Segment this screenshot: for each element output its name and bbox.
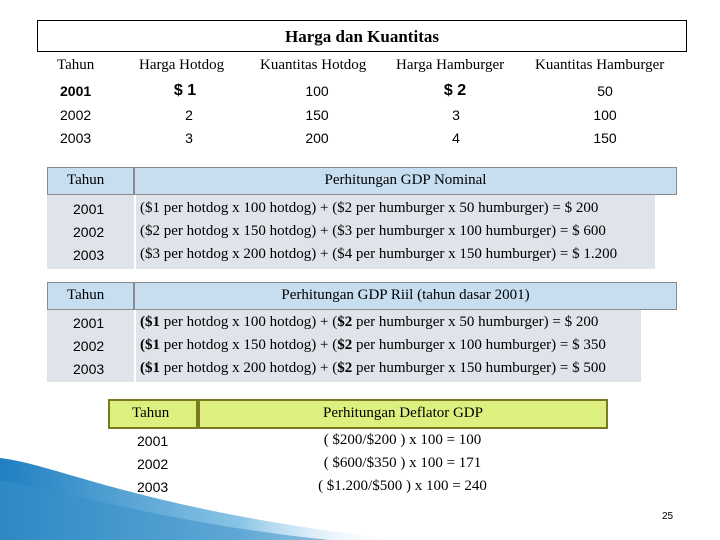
real-year-2002: 2002 bbox=[73, 338, 105, 354]
page-number: 25 bbox=[662, 511, 674, 522]
real-year-header: Tahun bbox=[67, 287, 105, 303]
header-harga-hamburger: Harga Hamburger bbox=[396, 57, 505, 73]
deflator-calc-header: Perhitungan Deflator GDP bbox=[323, 405, 483, 421]
table-cell: 4 bbox=[452, 130, 460, 146]
nominal-calc-header: Perhitungan GDP Nominal bbox=[324, 172, 487, 188]
table-cell: 200 bbox=[305, 130, 329, 146]
deflator-year-header: Tahun bbox=[132, 405, 170, 421]
table-cell: 3 bbox=[185, 130, 193, 146]
deflator-year-2001: 2001 bbox=[137, 433, 169, 449]
table-cell: 150 bbox=[305, 107, 329, 123]
nominal-line-2003: ($3 per hotdog x 200 hotdog) + ($4 per humburger x 150 humburger) = $ 1.200 bbox=[140, 246, 618, 262]
deflator-year-2002: 2002 bbox=[137, 456, 169, 472]
table-cell: 2001 bbox=[60, 83, 92, 99]
deflator-line-2002: ( $600/$350 ) x 100 = 171 bbox=[323, 455, 482, 471]
table-cell: $ 2 bbox=[443, 82, 467, 99]
table-cell: 50 bbox=[597, 83, 613, 99]
real-line-2001: ($1 per hotdog x 100 hotdog) + ($2 per humburger x 50 humburger) = $ 200 bbox=[140, 314, 599, 330]
price-quantity-table-title: Harga dan Kuantitas bbox=[285, 27, 439, 46]
table-cell: 150 bbox=[593, 130, 617, 146]
nominal-year-2002: 2002 bbox=[73, 224, 105, 240]
real-line-2003: ($1 per hotdog x 200 hotdog) + ($2 per humburger x 150 humburger) = $ 500 bbox=[140, 360, 606, 376]
nominal-year-2001: 2001 bbox=[73, 201, 105, 217]
header-kuantitas-hotdog: Kuantitas Hotdog bbox=[260, 57, 367, 73]
real-year-2003: 2003 bbox=[73, 361, 105, 377]
header-tahun: Tahun bbox=[57, 57, 95, 73]
real-calc-header: Perhitungan GDP Riil (tahun dasar 2001) bbox=[281, 287, 530, 303]
deflator-year-2003: 2003 bbox=[137, 479, 169, 495]
nominal-year-header: Tahun bbox=[67, 172, 105, 188]
title-divider bbox=[37, 51, 685, 52]
price-quantity-table-title-bar bbox=[37, 20, 687, 52]
table-cell: $ 1 bbox=[173, 82, 197, 99]
nominal-line-2002: ($2 per hotdog x 150 hotdog) + ($3 per humburger x 100 humburger) = $ 600 bbox=[140, 223, 606, 239]
deflator-line-2001: ( $200/$200 ) x 100 = 100 bbox=[323, 432, 482, 448]
table-cell: 2002 bbox=[60, 107, 92, 123]
table-cell: 2 bbox=[185, 107, 193, 123]
header-kuantitas-hamburger: Kuantitas Hamburger bbox=[535, 57, 665, 73]
deflator-line-2003: ( $1.200/$500 ) x 100 = 240 bbox=[318, 478, 487, 494]
real-line-2002: ($1 per hotdog x 150 hotdog) + ($2 per humburger x 100 humburger) = $ 350 bbox=[140, 337, 606, 353]
header-harga-hotdog: Harga Hotdog bbox=[139, 57, 225, 73]
table-cell: 3 bbox=[452, 107, 460, 123]
real-year-2001: 2001 bbox=[73, 315, 105, 331]
table-cell: 2003 bbox=[60, 130, 92, 146]
table-cell: 100 bbox=[305, 83, 329, 99]
table-cell: 100 bbox=[593, 107, 617, 123]
nominal-year-2003: 2003 bbox=[73, 247, 105, 263]
nominal-line-2001: ($1 per hotdog x 100 hotdog) + ($2 per humburger x 50 humburger) = $ 200 bbox=[140, 200, 599, 216]
